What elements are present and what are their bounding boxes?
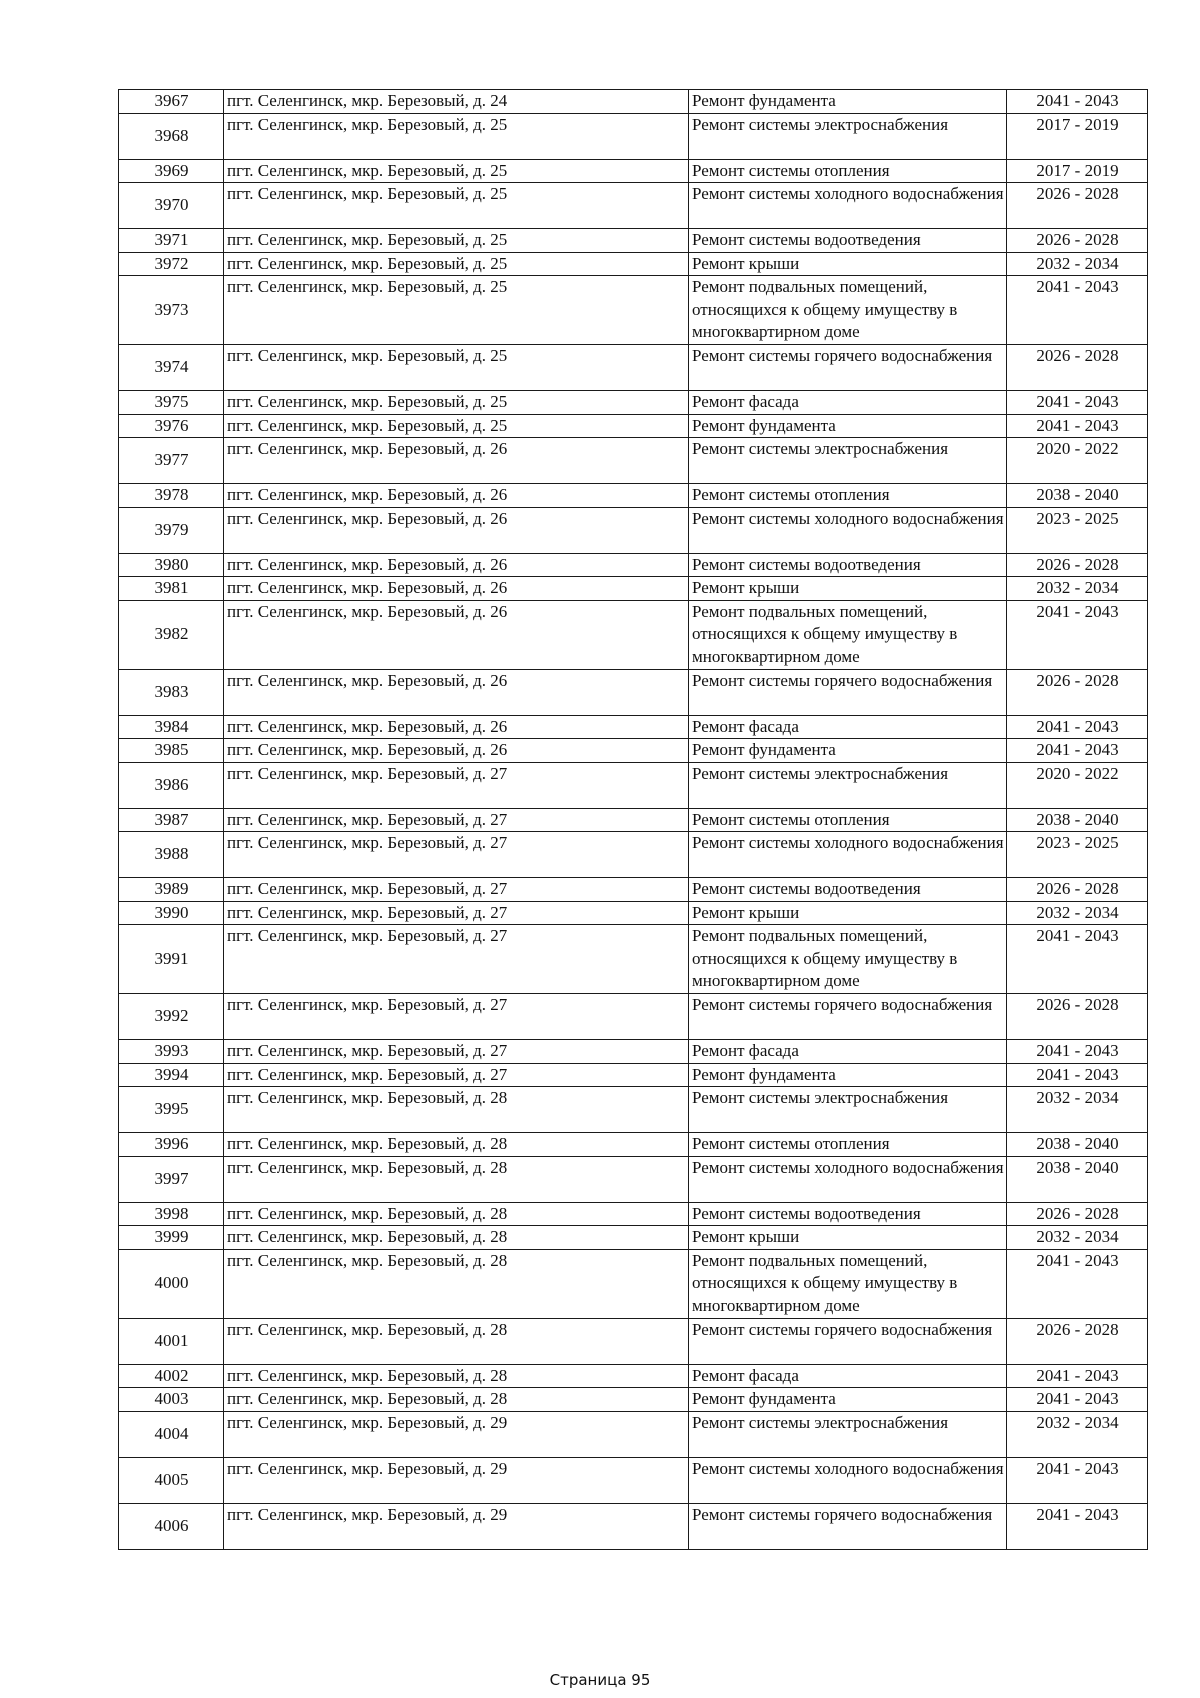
address-cell: пгт. Селенгинск, мкр. Березовый, д. 29 [224,1411,689,1457]
row-number-cell: 3988 [119,832,224,878]
address-cell: пгт. Селенгинск, мкр. Березовый, д. 28 [224,1364,689,1388]
work-type-cell: Ремонт подвальных помещений, относящихся к общему имуществу в многоквартирном доме [689,925,1007,994]
table-row [119,1457,1148,1503]
row-number-cell: 3971 [119,229,224,253]
row-number-cell: 4006 [119,1503,224,1549]
table-row [119,252,1148,276]
period-cell: 2020 - 2022 [1007,438,1148,484]
period-cell: 2032 - 2034 [1007,1087,1148,1133]
period-cell: 2020 - 2022 [1007,762,1148,808]
work-type-cell: Ремонт фасада [689,1040,1007,1064]
work-type-cell: Ремонт системы горячего водоснабжения [689,669,1007,715]
row-number-cell: 4000 [119,1249,224,1318]
period-cell: 2026 - 2028 [1007,229,1148,253]
row-number-cell: 3976 [119,414,224,438]
table-row [119,1063,1148,1087]
table-row [119,113,1148,159]
address-cell: пгт. Селенгинск, мкр. Березовый, д. 26 [224,715,689,739]
table-row [119,925,1148,994]
row-number-cell: 3972 [119,252,224,276]
table-row [119,1388,1148,1412]
work-type-cell: Ремонт системы отопления [689,484,1007,508]
work-type-cell: Ремонт системы отопления [689,808,1007,832]
row-number-cell: 3990 [119,901,224,925]
work-type-cell: Ремонт системы электроснабжения [689,762,1007,808]
work-type-cell: Ремонт системы электроснабжения [689,438,1007,484]
work-type-cell: Ремонт фасада [689,715,1007,739]
period-cell: 2032 - 2034 [1007,577,1148,601]
work-type-cell: Ремонт системы холодного водоснабжения [689,507,1007,553]
address-cell: пгт. Селенгинск, мкр. Березовый, д. 27 [224,832,689,878]
address-cell: пгт. Селенгинск, мкр. Березовый, д. 25 [224,183,689,229]
address-cell: пгт. Селенгинск, мкр. Березовый, д. 25 [224,414,689,438]
row-number-cell: 4003 [119,1388,224,1412]
work-type-cell: Ремонт фундамента [689,1063,1007,1087]
period-cell: 2041 - 2043 [1007,925,1148,994]
address-cell: пгт. Селенгинск, мкр. Березовый, д. 27 [224,1063,689,1087]
table-row [119,1133,1148,1157]
row-number-cell: 4005 [119,1457,224,1503]
address-cell: пгт. Селенгинск, мкр. Березовый, д. 26 [224,507,689,553]
work-type-cell: Ремонт фундамента [689,414,1007,438]
period-cell: 2032 - 2034 [1007,1226,1148,1250]
work-type-cell: Ремонт системы горячего водоснабжения [689,1318,1007,1364]
row-number-cell: 3984 [119,715,224,739]
work-type-cell: Ремонт системы холодного водоснабжения [689,1457,1007,1503]
table-body [119,90,1148,1550]
address-cell: пгт. Селенгинск, мкр. Березовый, д. 26 [224,553,689,577]
table-row [119,901,1148,925]
period-cell: 2017 - 2019 [1007,159,1148,183]
row-number-cell: 3973 [119,276,224,345]
table-row [119,1202,1148,1226]
period-cell: 2026 - 2028 [1007,1202,1148,1226]
table-row [119,1411,1148,1457]
period-cell: 2026 - 2028 [1007,183,1148,229]
work-type-cell: Ремонт системы водоотведения [689,229,1007,253]
row-number-cell: 3997 [119,1156,224,1202]
table-row [119,1226,1148,1250]
work-type-cell: Ремонт крыши [689,1226,1007,1250]
period-cell: 2041 - 2043 [1007,1457,1148,1503]
address-cell: пгт. Селенгинск, мкр. Березовый, д. 28 [224,1388,689,1412]
period-cell: 2038 - 2040 [1007,1133,1148,1157]
table-row [119,90,1148,114]
repair-schedule-table [118,89,1148,1550]
period-cell: 2017 - 2019 [1007,113,1148,159]
address-cell: пгт. Селенгинск, мкр. Березовый, д. 28 [224,1202,689,1226]
table-row [119,276,1148,345]
address-cell: пгт. Селенгинск, мкр. Березовый, д. 27 [224,808,689,832]
page-number: Страница 95 [549,1671,651,1689]
row-number-cell: 3987 [119,808,224,832]
period-cell: 2023 - 2025 [1007,832,1148,878]
work-type-cell: Ремонт системы водоотведения [689,878,1007,902]
work-type-cell: Ремонт системы электроснабжения [689,1411,1007,1457]
address-cell: пгт. Селенгинск, мкр. Березовый, д. 26 [224,739,689,763]
row-number-cell: 3974 [119,345,224,391]
table-row [119,669,1148,715]
row-number-cell: 3994 [119,1063,224,1087]
table-row [119,507,1148,553]
table-row [119,1503,1148,1549]
document-sheet [118,89,1147,1550]
work-type-cell: Ремонт системы холодного водоснабжения [689,832,1007,878]
row-number-cell: 3996 [119,1133,224,1157]
address-cell: пгт. Селенгинск, мкр. Березовый, д. 26 [224,577,689,601]
table-row [119,832,1148,878]
table-row [119,1318,1148,1364]
table-row [119,1040,1148,1064]
address-cell: пгт. Селенгинск, мкр. Березовый, д. 25 [224,345,689,391]
address-cell: пгт. Селенгинск, мкр. Березовый, д. 26 [224,600,689,669]
period-cell: 2038 - 2040 [1007,1156,1148,1202]
table-row [119,1087,1148,1133]
address-cell: пгт. Селенгинск, мкр. Березовый, д. 29 [224,1503,689,1549]
row-number-cell: 3983 [119,669,224,715]
row-number-cell: 3985 [119,739,224,763]
address-cell: пгт. Селенгинск, мкр. Березовый, д. 25 [224,391,689,415]
table-row [119,1249,1148,1318]
work-type-cell: Ремонт системы отопления [689,1133,1007,1157]
address-cell: пгт. Селенгинск, мкр. Березовый, д. 29 [224,1457,689,1503]
period-cell: 2026 - 2028 [1007,669,1148,715]
period-cell: 2023 - 2025 [1007,507,1148,553]
work-type-cell: Ремонт фасада [689,1364,1007,1388]
row-number-cell: 4002 [119,1364,224,1388]
address-cell: пгт. Селенгинск, мкр. Березовый, д. 28 [224,1133,689,1157]
work-type-cell: Ремонт крыши [689,252,1007,276]
address-cell: пгт. Селенгинск, мкр. Березовый, д. 24 [224,90,689,114]
table-row [119,345,1148,391]
address-cell: пгт. Селенгинск, мкр. Березовый, д. 28 [224,1087,689,1133]
address-cell: пгт. Селенгинск, мкр. Березовый, д. 26 [224,484,689,508]
address-cell: пгт. Селенгинск, мкр. Березовый, д. 26 [224,669,689,715]
row-number-cell: 3980 [119,553,224,577]
row-number-cell: 3995 [119,1087,224,1133]
address-cell: пгт. Селенгинск, мкр. Березовый, д. 27 [224,1040,689,1064]
period-cell: 2041 - 2043 [1007,715,1148,739]
period-cell: 2041 - 2043 [1007,414,1148,438]
row-number-cell: 4004 [119,1411,224,1457]
table-row [119,484,1148,508]
address-cell: пгт. Селенгинск, мкр. Березовый, д. 27 [224,925,689,994]
period-cell: 2041 - 2043 [1007,1040,1148,1064]
work-type-cell: Ремонт подвальных помещений, относящихся к общему имуществу в многоквартирном доме [689,600,1007,669]
row-number-cell: 3993 [119,1040,224,1064]
period-cell: 2026 - 2028 [1007,345,1148,391]
row-number-cell: 3967 [119,90,224,114]
work-type-cell: Ремонт крыши [689,577,1007,601]
period-cell: 2038 - 2040 [1007,808,1148,832]
work-type-cell: Ремонт крыши [689,901,1007,925]
period-cell: 2041 - 2043 [1007,1249,1148,1318]
table-row [119,438,1148,484]
table-row [119,577,1148,601]
address-cell: пгт. Селенгинск, мкр. Березовый, д. 26 [224,438,689,484]
address-cell: пгт. Селенгинск, мкр. Березовый, д. 28 [224,1156,689,1202]
row-number-cell: 3979 [119,507,224,553]
table-row [119,715,1148,739]
address-cell: пгт. Селенгинск, мкр. Березовый, д. 25 [224,229,689,253]
row-number-cell: 4001 [119,1318,224,1364]
row-number-cell: 3978 [119,484,224,508]
period-cell: 2041 - 2043 [1007,276,1148,345]
table-row [119,739,1148,763]
period-cell: 2038 - 2040 [1007,484,1148,508]
address-cell: пгт. Селенгинск, мкр. Березовый, д. 27 [224,878,689,902]
table-row [119,229,1148,253]
row-number-cell: 3992 [119,994,224,1040]
work-type-cell: Ремонт системы холодного водоснабжения [689,1156,1007,1202]
address-cell: пгт. Селенгинск, мкр. Березовый, д. 28 [224,1249,689,1318]
period-cell: 2032 - 2034 [1007,1411,1148,1457]
table-row [119,994,1148,1040]
work-type-cell: Ремонт системы горячего водоснабжения [689,345,1007,391]
period-cell: 2026 - 2028 [1007,553,1148,577]
period-cell: 2041 - 2043 [1007,90,1148,114]
table-row [119,183,1148,229]
period-cell: 2041 - 2043 [1007,739,1148,763]
period-cell: 2026 - 2028 [1007,878,1148,902]
row-number-cell: 3969 [119,159,224,183]
work-type-cell: Ремонт системы отопления [689,159,1007,183]
work-type-cell: Ремонт системы электроснабжения [689,1087,1007,1133]
period-cell: 2026 - 2028 [1007,994,1148,1040]
address-cell: пгт. Селенгинск, мкр. Березовый, д. 27 [224,901,689,925]
row-number-cell: 3977 [119,438,224,484]
table-row [119,159,1148,183]
table-row [119,600,1148,669]
row-number-cell: 3970 [119,183,224,229]
table-row [119,553,1148,577]
table-row [119,808,1148,832]
period-cell: 2032 - 2034 [1007,901,1148,925]
address-cell: пгт. Селенгинск, мкр. Березовый, д. 25 [224,159,689,183]
table-row [119,414,1148,438]
address-cell: пгт. Селенгинск, мкр. Березовый, д. 27 [224,762,689,808]
work-type-cell: Ремонт фундамента [689,1388,1007,1412]
work-type-cell: Ремонт фасада [689,391,1007,415]
address-cell: пгт. Селенгинск, мкр. Березовый, д. 27 [224,994,689,1040]
row-number-cell: 3999 [119,1226,224,1250]
row-number-cell: 3981 [119,577,224,601]
work-type-cell: Ремонт фундамента [689,739,1007,763]
address-cell: пгт. Селенгинск, мкр. Березовый, д. 28 [224,1318,689,1364]
row-number-cell: 3998 [119,1202,224,1226]
work-type-cell: Ремонт подвальных помещений, относящихся к общему имуществу в многоквартирном доме [689,276,1007,345]
work-type-cell: Ремонт системы горячего водоснабжения [689,994,1007,1040]
work-type-cell: Ремонт системы холодного водоснабжения [689,183,1007,229]
row-number-cell: 3968 [119,113,224,159]
row-number-cell: 3989 [119,878,224,902]
work-type-cell: Ремонт системы электроснабжения [689,113,1007,159]
row-number-cell: 3982 [119,600,224,669]
work-type-cell: Ремонт системы водоотведения [689,1202,1007,1226]
period-cell: 2032 - 2034 [1007,252,1148,276]
period-cell: 2041 - 2043 [1007,600,1148,669]
table-row [119,762,1148,808]
work-type-cell: Ремонт фундамента [689,90,1007,114]
address-cell: пгт. Селенгинск, мкр. Березовый, д. 28 [224,1226,689,1250]
period-cell: 2026 - 2028 [1007,1318,1148,1364]
work-type-cell: Ремонт системы горячего водоснабжения [689,1503,1007,1549]
row-number-cell: 3986 [119,762,224,808]
table-row [119,1156,1148,1202]
period-cell: 2041 - 2043 [1007,391,1148,415]
table-row [119,878,1148,902]
work-type-cell: Ремонт подвальных помещений, относящихся к общему имуществу в многоквартирном доме [689,1249,1007,1318]
work-type-cell: Ремонт системы водоотведения [689,553,1007,577]
table-row [119,1364,1148,1388]
address-cell: пгт. Селенгинск, мкр. Березовый, д. 25 [224,276,689,345]
period-cell: 2041 - 2043 [1007,1364,1148,1388]
row-number-cell: 3975 [119,391,224,415]
address-cell: пгт. Селенгинск, мкр. Березовый, д. 25 [224,252,689,276]
period-cell: 2041 - 2043 [1007,1388,1148,1412]
row-number-cell: 3991 [119,925,224,994]
period-cell: 2041 - 2043 [1007,1503,1148,1549]
table-row [119,391,1148,415]
period-cell: 2041 - 2043 [1007,1063,1148,1087]
address-cell: пгт. Селенгинск, мкр. Березовый, д. 25 [224,113,689,159]
